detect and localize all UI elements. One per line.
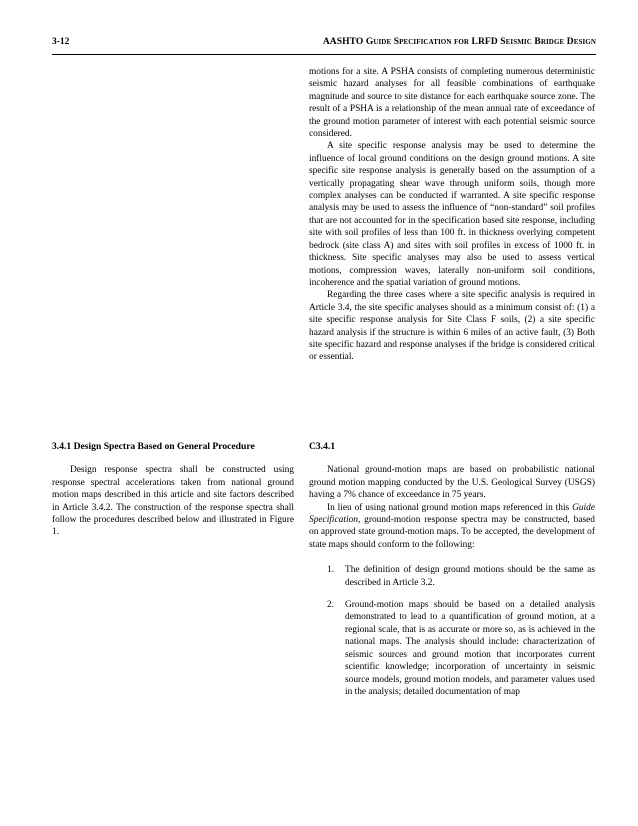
commentary-heading: C3.4.1 (309, 441, 336, 452)
list-item (309, 599, 595, 698)
list-item-text: The definition of design ground motions should be the same as described in Article 3.2. (345, 565, 595, 588)
page-number: 3-12 (52, 37, 70, 47)
list-item-text: Ground-motion maps should be based on a detailed analysis demonstrated to lead to a quantification of ground motion, at a regional scale, that is as accurate or more so, as is achieved in the national maps. The analysis should include: characterization of seismic sources and ground motion that incorporates current scientific knowledge; incorporation of uncertainty in seismic source models, ground motion models, and parameter values used in the analysis; detailed documentation of map (345, 600, 595, 697)
commentary-paragraph: Regarding the three cases where a site specific analysis is required in Article 3.4, the site specific analyses should as a minimum consist of: (1) a site specific response analysis for Site Class F soils, (2) a site specific hazard analysis if the structure is within 6 miles of an active fault, (3) Both site specific hazard and response analyses if the bridge is considered critical or essential. (309, 290, 595, 363)
spec-section (52, 441, 294, 539)
commentary-paragraph: A site specific response analysis may be used to determine the influence of local ground conditions on the design ground motions. A site specific site response analysis is generally based on the assumption of a vertically propagating shear wave through uniform soils, though more complex analyses can be conducted if warranted. A site specific response analysis may be used to assess the influence of “non-standard” soil profiles that are not accounted for in the specification based site response, including site with soil profiles of less than 100 ft. in thickness overlying competent bedrock (site class A) and sites with soil profiles in excess of 1000 ft. in thickness. Site specific analyses may also be used to assess vertical motions, compression waves, laterally non-uniform soil conditions, incoherence and the spatial variation of ground motions. (309, 141, 595, 288)
commentary-continued (309, 66, 595, 364)
header-rule (52, 54, 596, 55)
commentary-paragraph: motions for a site. A PSHA consists of completing numerous deterministic seismic hazard analyses for all feasible combinations of earthquake magnitude and source to site distance for each earthquake source zone. The result of a PSHA is a relationship of the mean annual rate of exceedance of the ground motion parameter of interest with each potential seismic source considered. (309, 67, 595, 140)
spec-paragraph: Design response spectra shall be constructed using response spectral accelerations taken from national ground motion maps described in this article and site factors described in Article 3.4.2. The construction of the response spectra shall follow the procedures described below and illustrated in Figure 1. (52, 465, 294, 538)
commentary-section (309, 441, 595, 708)
requirements-list (309, 564, 595, 698)
commentary-paragraph: National ground-motion maps are based on probabilistic national ground motion mapping conducted by the U.S. Geological Survey (USGS) having a 7% chance of exceedance in 75 years. (309, 465, 595, 501)
list-item-number: 2. (327, 600, 335, 611)
page-header (52, 37, 596, 51)
list-item-number: 1. (327, 565, 335, 576)
section-heading: 3.4.1 Design Spectra Based on General Procedure (52, 441, 255, 452)
commentary-paragraph: In lieu of using national ground motion maps referenced in this Guide Specification, ground-motion response spectra may be constructed, based on approved state ground-motion maps. To be accepted, the development of state maps should conform to the following: (309, 502, 595, 550)
list-item (309, 564, 595, 589)
running-title: AASHTO Guide Specification for LRFD Seismic Bridge Design (322, 37, 596, 47)
